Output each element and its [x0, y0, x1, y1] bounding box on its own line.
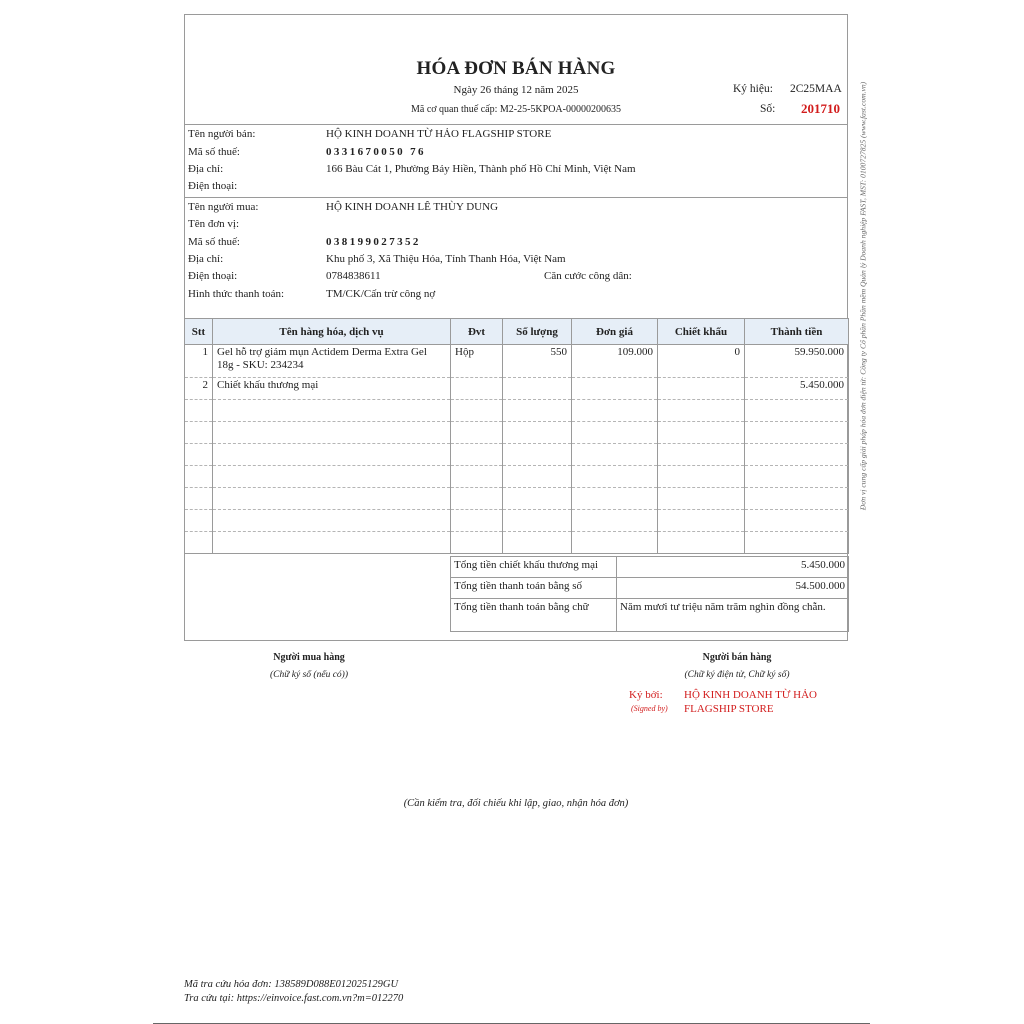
buyer-phone-label: Điện thoại: [188, 270, 238, 282]
divider [184, 197, 848, 198]
number-label: Số: [760, 103, 776, 115]
empty-row [185, 510, 849, 532]
table-header-row [185, 319, 849, 345]
cell-unit [451, 378, 503, 400]
empty-row [185, 444, 849, 466]
cell-qty [503, 378, 572, 400]
cell-price: 109.000 [572, 345, 658, 378]
empty-row [185, 400, 849, 422]
buyer-signature-note: (Chữ ký số (nếu có)) [270, 670, 348, 680]
col-header-name: Tên hàng hóa, dịch vụ [213, 319, 451, 345]
payment-method: TM/CK/Cấn trừ công nợ [326, 288, 436, 300]
buyer-address-label: Địa chỉ: [188, 253, 224, 265]
symbol-value: 2C25MAA [790, 83, 842, 95]
seller-name-label: Tên người bán: [188, 128, 256, 140]
buyer-tax: 038199027352 [326, 236, 421, 248]
cell-price [572, 378, 658, 400]
buyer-name: HỘ KINH DOANH LÊ THÙY DUNG [326, 201, 499, 213]
total-words-label: Tổng tiền thanh toán bằng chữ [451, 599, 617, 632]
seller-tax-label: Mã số thuế: [188, 146, 240, 158]
payment-label: Hình thức thanh toán: [188, 288, 285, 300]
col-header-discount: Chiết khấu [658, 319, 745, 345]
cell-name: Chiết khấu thương mại [213, 378, 451, 400]
col-header-stt: Stt [185, 319, 213, 345]
empty-row [185, 488, 849, 510]
seller-address-label: Địa chỉ: [188, 163, 224, 175]
totals-row [451, 578, 849, 599]
col-header-unit: Đvt [451, 319, 503, 345]
buyer-tax-label: Mã số thuế: [188, 236, 240, 248]
lookup-code: Mã tra cứu hóa đơn: 138589D088E012025129GU [184, 979, 399, 990]
cell-qty: 550 [503, 345, 572, 378]
col-header-qty: Số lượng [503, 319, 572, 345]
total-discount-label: Tổng tiền chiết khấu thương mại [451, 557, 617, 578]
provider-sidebar [856, 20, 870, 572]
total-discount-value: 5.450.000 [617, 557, 849, 578]
invoice-date: Ngày 26 tháng 12 năm 2025 [453, 84, 579, 96]
symbol-label: Ký hiệu: [733, 83, 773, 95]
cell-discount: 0 [658, 345, 745, 378]
table-row [185, 378, 849, 400]
buyer-address: Khu phố 3, Xã Thiệu Hóa, Tỉnh Thanh Hóa, Việt Nam [326, 253, 566, 265]
totals-row [451, 599, 849, 632]
cell-stt: 2 [185, 378, 213, 400]
total-words-value: Năm mươi tư triệu năm trăm nghìn đồng chẵn. [617, 599, 849, 632]
cell-stt: 1 [185, 345, 213, 378]
lookup-url[interactable]: Tra cứu tại: https://einvoice.fast.com.vn?m=012270 [184, 993, 404, 1004]
cell-amount: 59.950.000 [745, 345, 849, 378]
signed-by-name-line1: HỘ KINH DOANH TỪ HẢO [684, 689, 817, 701]
items-table [184, 318, 849, 554]
buyer-name-label: Tên người mua: [188, 201, 259, 213]
seller-signature-title: Người bán hàng [702, 652, 772, 663]
cell-unit: Hộp [451, 345, 503, 378]
empty-row [185, 532, 849, 554]
tax-authority-code: Mã cơ quan thuế cấp: M2-25-5KPOA-00000200635 [411, 104, 621, 115]
invoice-number: 201710 [801, 101, 840, 116]
buyer-id-label: Căn cước công dân: [544, 270, 632, 282]
cell-discount [658, 378, 745, 400]
divider [184, 124, 848, 125]
seller-phone-label: Điện thoại: [188, 180, 238, 192]
cell-name: Gel hỗ trợ giảm mụn Actidem Derma Extra Gel 18g - SKU: 234234 [213, 345, 451, 378]
seller-name: HỘ KINH DOANH TỪ HẢO FLAGSHIP STORE [326, 128, 552, 140]
buyer-unit-label: Tên đơn vị: [188, 218, 240, 230]
col-header-price: Đơn giá [572, 319, 658, 345]
buyer-signature-title: Người mua hàng [273, 652, 345, 663]
invoice-title: HÓA ĐƠN BÁN HÀNG [416, 58, 616, 79]
signed-by-en: (Signed by) [631, 704, 668, 713]
buyer-phone: 0784838611 [326, 270, 381, 282]
signed-by-name-line2: FLAGSHIP STORE [684, 703, 774, 715]
total-amount-label: Tổng tiền thanh toán bằng số [451, 578, 617, 599]
table-row [185, 345, 849, 378]
cell-amount: 5.450.000 [745, 378, 849, 400]
empty-row [185, 466, 849, 488]
totals-row [451, 557, 849, 578]
provider-text: Đơn vị cung cấp giải pháp hóa đơn điện tử: Công ty Cổ phần Phần mềm Quản lý Doanh nghiệp FAST, MST: 0100727825 (www.fast.com.vn) [858, 81, 868, 511]
empty-row [185, 422, 849, 444]
signed-by-label: Ký bởi: [629, 689, 663, 701]
total-amount-value: 54.500.000 [617, 578, 849, 599]
seller-address: 166 Bàu Cát 1, Phường Bảy Hiền, Thành phố Hồ Chí Minh, Việt Nam [326, 163, 636, 175]
verification-note: (Cần kiểm tra, đối chiếu khi lập, giao, nhận hóa đơn) [403, 798, 629, 809]
col-header-amount: Thành tiền [745, 319, 849, 345]
seller-signature-note: (Chữ ký điện tử, Chữ ký số) [684, 670, 790, 680]
totals-table [450, 556, 849, 632]
seller-tax: 0331670050 76 [326, 146, 426, 158]
